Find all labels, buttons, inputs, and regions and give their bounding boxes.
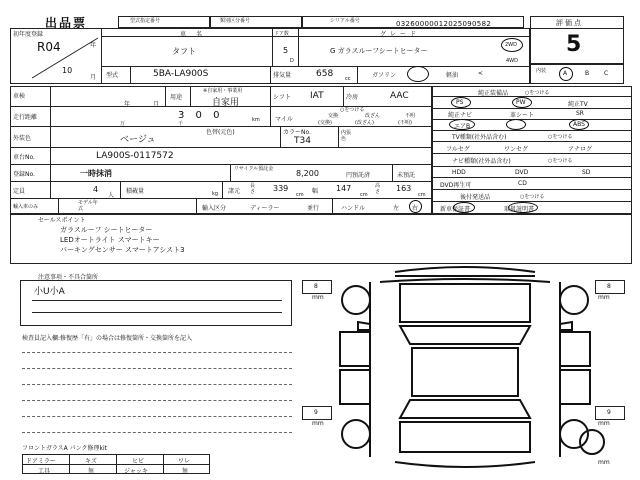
color-value: ベージュ bbox=[120, 135, 156, 145]
len-unit: cm bbox=[296, 192, 304, 198]
capacity-label: 定員 bbox=[13, 188, 26, 195]
shaken-month: 月 bbox=[153, 101, 160, 108]
mileage-label: 走行距離 bbox=[13, 114, 38, 121]
interior-box bbox=[530, 64, 624, 84]
color-change-label: 色替(元色) bbox=[206, 129, 235, 136]
serial-value: 03260000012025090582 bbox=[396, 20, 492, 28]
equip-navi: 純正ナビ bbox=[448, 112, 473, 119]
recycle-status: 円預託済 bbox=[346, 172, 371, 179]
displacement-label: 排気量 bbox=[273, 72, 292, 79]
equip-ps: PS bbox=[456, 99, 464, 106]
interior-color-label: 内張色 bbox=[341, 130, 352, 142]
height-value: 163 bbox=[396, 184, 412, 193]
shift-label: シフト bbox=[273, 94, 292, 101]
hyoka-label: 評価点 bbox=[556, 19, 583, 27]
year-unit: 年 bbox=[90, 42, 97, 49]
interior-label: 内装 bbox=[536, 68, 547, 74]
meter-wo: ○をつける bbox=[340, 107, 365, 113]
sales-line-1: ガラスルーフ シートヒーター bbox=[60, 226, 153, 234]
inspector-label: 検査員記入欄:修復歴「有」の場合は修復箇所・交換箇所を記入 bbox=[22, 335, 193, 342]
capacity-value: 4 bbox=[93, 185, 99, 194]
meter-unknown-paren: (不明) bbox=[398, 120, 412, 126]
mileage-man: 万 bbox=[120, 121, 126, 127]
tv-full: フルセグ bbox=[446, 146, 470, 153]
table-v2: 無 bbox=[88, 468, 95, 475]
tire-fl-unit: mm bbox=[312, 294, 324, 301]
meter-tamper-paren: (改ざん) bbox=[355, 120, 374, 126]
handle-right: 右 bbox=[412, 205, 419, 212]
tire-fr-value: 8 bbox=[607, 283, 611, 290]
import-label: 輸入車のみ bbox=[13, 204, 39, 210]
equip-airbag: エアB bbox=[454, 123, 471, 130]
caution-text: 小U小A bbox=[34, 287, 65, 297]
load-label: 積載量 bbox=[126, 188, 145, 195]
reg-no-label: 登録No. bbox=[13, 171, 35, 178]
tire-fl-value: 8 bbox=[314, 283, 318, 290]
meter-unknown: 不明 bbox=[405, 113, 416, 119]
tire-rl-unit: mm bbox=[312, 420, 324, 427]
sales-line-3: パーキングセンサー スマートアシスト3 bbox=[60, 246, 185, 254]
navi-dvd: DVD bbox=[515, 169, 529, 176]
sales-line-2: LEDオートライト スマートキー bbox=[60, 236, 160, 244]
post-warranty: 新車保証書 bbox=[440, 206, 471, 213]
ac-label: 冷房 bbox=[346, 94, 359, 101]
table-v3: ジャッキ bbox=[124, 468, 148, 475]
month-unit: 月 bbox=[90, 74, 97, 81]
recycle-value: 8,200 bbox=[296, 169, 319, 178]
sales-label: セールスポイント bbox=[38, 217, 86, 224]
dims-label: 諸元 bbox=[228, 188, 241, 195]
car-diagram bbox=[300, 262, 630, 477]
year-value: R04 bbox=[37, 40, 61, 54]
len-value: 339 bbox=[273, 184, 289, 193]
interior-c: C bbox=[604, 70, 609, 77]
abs-circle bbox=[506, 119, 526, 130]
first-reg-label: 初年度登録 bbox=[13, 31, 44, 38]
car-name-value: タフト bbox=[172, 47, 196, 56]
drive-4wd: 4WD bbox=[506, 58, 518, 64]
meter-change-paren: (交換) bbox=[318, 120, 332, 126]
meter-tamper: 改ざん bbox=[365, 113, 381, 119]
tv-one: ワンセグ bbox=[504, 146, 529, 153]
tire-fr-unit: mm bbox=[598, 294, 610, 301]
fuel-paren: < bbox=[478, 70, 484, 77]
fuel-kei: 軽油 bbox=[446, 72, 459, 79]
equip-sr: SR bbox=[576, 110, 584, 117]
tv-analog: アナログ bbox=[568, 146, 593, 153]
navi-label: ナビ種類(社外品含む) bbox=[452, 158, 511, 165]
tire-rl-value: 9 bbox=[314, 409, 318, 416]
displacement-value: 658 bbox=[316, 69, 334, 79]
serial-label: シリアル番号 bbox=[330, 18, 360, 24]
mileage-value: 3 0 0 bbox=[178, 110, 224, 121]
table-h4: ワレ bbox=[178, 458, 191, 465]
drive-2wd: 2WD bbox=[505, 42, 517, 48]
interior-a: A bbox=[563, 70, 568, 77]
usage-note: ※自家用・事業用 bbox=[203, 88, 243, 94]
model-label: 型式 bbox=[106, 72, 119, 79]
post-wo: ○をつける bbox=[520, 194, 545, 200]
chassis-label: 車台No. bbox=[13, 154, 35, 161]
width-value: 147 bbox=[336, 184, 352, 193]
mileage-unit: km bbox=[252, 117, 260, 123]
len-label: 長さ bbox=[250, 183, 256, 195]
usage-value: 自家用 bbox=[212, 98, 240, 108]
table-h1: ドアミラー bbox=[26, 458, 56, 465]
post-manual: 取扱説明書 bbox=[504, 206, 535, 213]
model-value: 5BA-LA900S bbox=[153, 69, 209, 79]
meter-label: マイル bbox=[275, 116, 293, 123]
navi-hdd: HDD bbox=[452, 169, 466, 176]
table-v4: 無 bbox=[182, 468, 189, 475]
meter-change: 交換 bbox=[328, 113, 339, 119]
kaijo-label: 型式指定番号 bbox=[130, 18, 161, 24]
table-h2: キズ bbox=[85, 458, 97, 465]
shaken-label: 車検 bbox=[13, 93, 26, 100]
mileage-sen: 千 bbox=[178, 121, 184, 127]
fuel-circle bbox=[407, 66, 429, 82]
month-value: 10 bbox=[62, 66, 73, 75]
genuine-wo: ○をつける bbox=[525, 90, 550, 96]
parallel-label: 並行 bbox=[307, 205, 320, 212]
dealer-label: ディーラー bbox=[250, 205, 280, 212]
height-unit: cm bbox=[418, 192, 426, 198]
door-value: 5 bbox=[283, 46, 289, 55]
chassis-value: LA900S-0117572 bbox=[96, 151, 174, 161]
load-unit: kg bbox=[212, 191, 219, 197]
shaken-year: 年 bbox=[124, 101, 131, 108]
color-no-label: カラーNo. bbox=[283, 129, 311, 136]
capacity-unit: 人 bbox=[108, 192, 115, 199]
equip-pw: PW bbox=[516, 99, 526, 106]
post-label: 後付発送品 bbox=[460, 194, 491, 201]
reg-no-value: 一時抹消 bbox=[80, 169, 112, 178]
caution-label: 注意事項・不具合箇所 bbox=[38, 274, 99, 281]
interior-b: B bbox=[585, 70, 590, 77]
navi-wo: ○をつける bbox=[548, 158, 573, 164]
displacement-unit: cc bbox=[345, 76, 351, 82]
recycle-unpaid: 未預託 bbox=[397, 172, 416, 179]
grade-value: G ガラスルーフシートヒーター bbox=[330, 47, 428, 55]
width-unit: cm bbox=[360, 192, 368, 198]
table-h3: ヒビ bbox=[132, 458, 145, 465]
equip-leather: 革シート bbox=[510, 112, 535, 119]
recycle-label: リサイクル預託金 bbox=[234, 166, 274, 172]
door-label: ドア数 bbox=[274, 31, 289, 37]
navi-sd: SD bbox=[582, 169, 591, 176]
dvd-label: DVD再生可 bbox=[440, 182, 472, 189]
equip-tv: 純正TV bbox=[568, 101, 588, 108]
car-name-label: 車名 bbox=[180, 31, 213, 38]
model-year-label: モデル年式 bbox=[78, 200, 98, 212]
shift-value: IAT bbox=[310, 91, 324, 101]
usage-label: 用途 bbox=[170, 94, 183, 101]
color-label: 外装色 bbox=[13, 135, 32, 142]
tire-rr-value: 9 bbox=[607, 409, 611, 416]
ac-value: AAC bbox=[390, 91, 409, 101]
import-type-label: 輸入区分 bbox=[202, 205, 227, 212]
tire-rr-unit: mm bbox=[598, 420, 610, 427]
genuine-label: 純正装備品 bbox=[478, 90, 509, 97]
handle-left: 左 bbox=[393, 205, 400, 212]
tv-label: TV種類(社外品含む) bbox=[452, 134, 507, 141]
width-label: 幅 bbox=[312, 188, 319, 195]
ruibetsu-label: 類別区分番号 bbox=[220, 18, 251, 24]
spare-unit: mm bbox=[598, 459, 610, 466]
table-v1: 工具 bbox=[38, 468, 51, 475]
equip-abs: ABS bbox=[573, 121, 585, 128]
grade-label: グレード bbox=[380, 31, 421, 38]
handle-label: ハンドル bbox=[341, 205, 366, 212]
form-title: 出品票 bbox=[45, 16, 88, 30]
door-unit: D bbox=[290, 58, 294, 64]
tv-wo: ○をつける bbox=[548, 134, 573, 140]
bottom-note: フロントガラスA パンク修理kit bbox=[22, 445, 108, 452]
hyoka-value: 5 bbox=[566, 32, 582, 57]
color-no-value: T34 bbox=[294, 136, 311, 146]
fuel-gas: ガソリン bbox=[372, 72, 397, 79]
cd-label: CD bbox=[518, 180, 527, 187]
height-label: 高さ bbox=[375, 183, 381, 195]
